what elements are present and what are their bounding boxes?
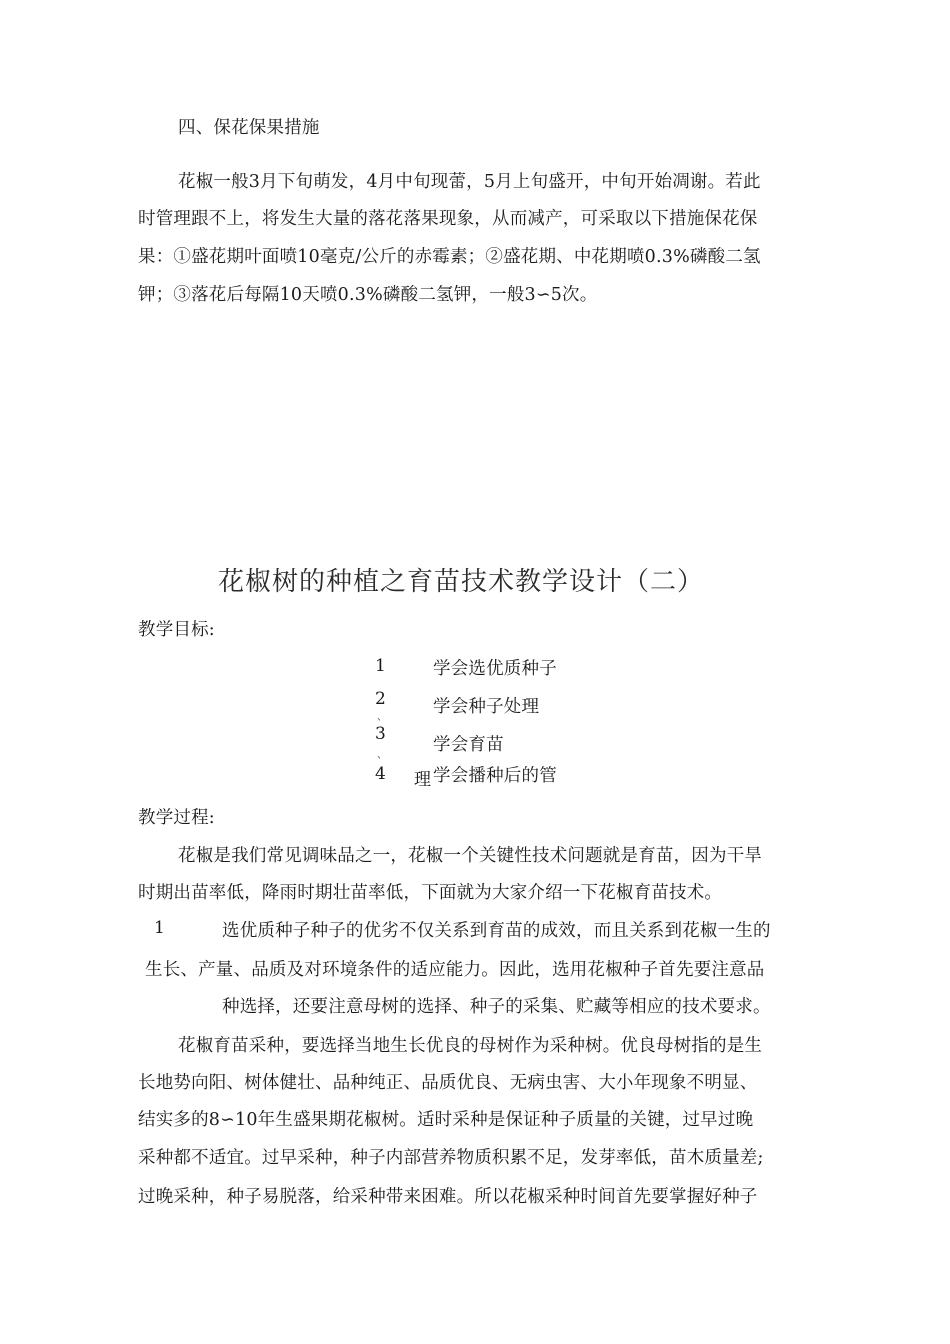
goal-number: 3: [375, 724, 386, 744]
goal-mark: 、: [377, 712, 387, 723]
goals-label: 教学目标:: [138, 620, 215, 640]
goal-item: 学会选优质种子: [433, 659, 557, 679]
paragraph-line: 采种都不适宜。过早采种，种子内部营养物质积累不足，发芽率低，苗木质量差;: [138, 1148, 764, 1168]
goal-item: 学会育苗: [433, 735, 504, 755]
paragraph-line: 时管理跟不上，将发生大量的落花落果现象，从而减产，可采取以下措施保花保: [138, 209, 758, 229]
page-title: 花椒树的种植之育苗技术教学设计（二）: [218, 567, 705, 597]
paragraph-line: 钾；③落花后每隔10天喷0.3%磷酸二氢钾，一般3∽5次。: [138, 285, 598, 305]
paragraph-line: 长地势向阳、树体健壮、品种纯正、品质优良、无病虫害、大小年现象不明显、: [138, 1073, 758, 1093]
paragraph-line: 过晚采种，种子易脱落，给采种带来困难。所以花椒采种时间首先要掌握好种子: [138, 1187, 758, 1207]
goal-item: 学会播种后的管: [433, 766, 557, 786]
paragraph-line: 花椒育苗采种，要选择当地生长优良的母树作为采种树。优良母树指的是生: [178, 1036, 763, 1056]
goal-number: 1: [375, 656, 386, 676]
paragraph-line: 种选择，还要注意母树的选择、种子的采集、贮藏等相应的技术要求。: [222, 997, 771, 1017]
paragraph-line: 生长、产量、品质及对环境条件的适应能力。因此，选用花椒种子首先要注意品: [145, 960, 765, 980]
paragraph-line: 花椒是我们常见调味品之一，花椒一个关键性技术问题就是育苗，因为干旱: [178, 846, 763, 866]
paragraph-line: 选优质种子种子的优劣不仅关系到育苗的成效，而且关系到花椒一生的: [222, 921, 771, 941]
section-heading: 四、保花保果措施: [178, 118, 320, 138]
goal-overflow-char: 理: [414, 770, 431, 790]
paragraph-line: 结实多的8∽10年生盛果期花椒树。适时采种是保证种子质量的关键，过早过晚: [138, 1110, 754, 1130]
goal-number: 4: [375, 764, 386, 784]
goal-item: 学会种子处理: [433, 697, 540, 717]
goal-number: 2: [375, 689, 386, 709]
goal-mark: 、: [377, 750, 387, 761]
paragraph-line: 时期出苗率低，降雨时期壮苗率低，下面就为大家介绍一下花椒育苗技术。: [138, 883, 723, 903]
paragraph-line: 花椒一般3月下旬萌发，4月中旬现蕾，5月上旬盛开，中旬开始凋谢。若此: [178, 172, 761, 192]
step-number: 1: [154, 918, 165, 938]
paragraph-line: 果：①盛花期叶面喷10毫克/公斤的赤霉素；②盛花期、中花期喷0.3%磷酸二氢: [138, 247, 761, 267]
process-label: 教学过程:: [138, 808, 215, 828]
